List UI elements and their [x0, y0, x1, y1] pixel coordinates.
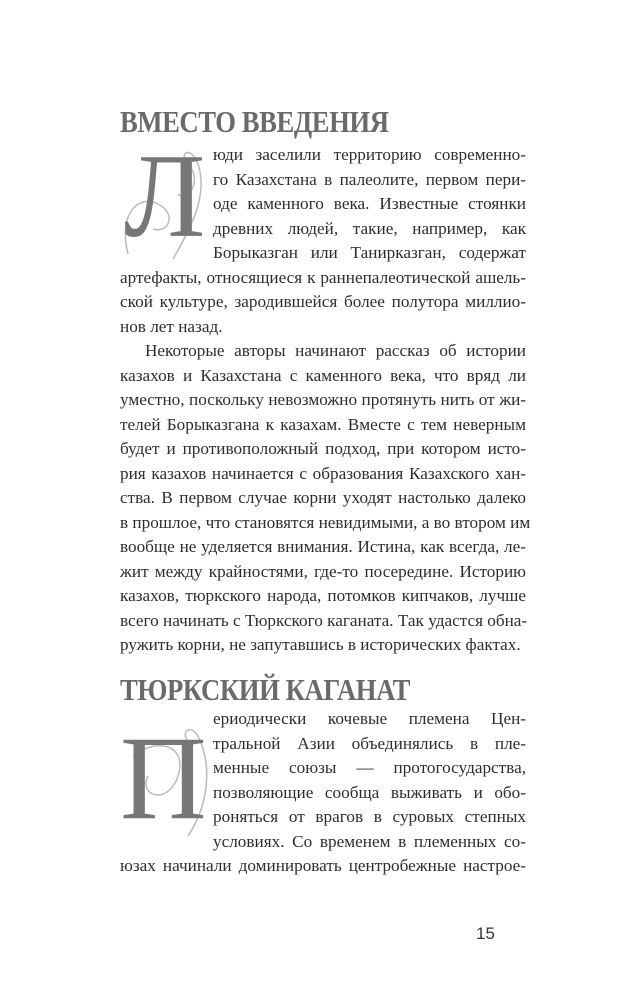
drop-cap-ornament	[118, 711, 208, 846]
text-line: Некоторые авторы начинают рассказ об истории	[145, 341, 526, 360]
drop-cap-letter: П	[120, 711, 207, 844]
text-line: менные союзы — протогосударства,	[213, 758, 526, 777]
text-line: рия казахов начинается с образования Казахского хан-	[120, 463, 526, 483]
text-line: условиях. Со временем в племенных со-	[213, 831, 526, 851]
text-line: позволяющие сообща выживать и обо-	[213, 782, 526, 802]
text-line: ериодически кочевые племена Цен-	[213, 709, 526, 728]
text-line: всего начинать с Тюркского каганата. Так удастся обна-	[120, 610, 528, 630]
section-heading: ТЮРКСКИЙ КАГАНАТ	[120, 672, 410, 707]
section-heading: ВМЕСТО ВВЕДЕНИЯ	[120, 104, 389, 139]
text-line: роняться от врагов в суровых степных	[213, 807, 526, 826]
text-line: жит между крайностями, где-то посередине. Историю	[120, 561, 526, 581]
text-line: телей Борыказгана к казахам. Вместе с тем неверным	[120, 414, 526, 434]
text-line: оде каменного века. Известные стоянки	[213, 194, 526, 213]
text-line: в прошлое, что становятся невидимыми, а во втором им	[120, 512, 531, 532]
text-line: артефакты, относящиеся к раннепалеотической ашель-	[120, 267, 526, 287]
text-line: будет и противоположный подход, при котором исто-	[120, 439, 526, 458]
text-line: юзах начинали доминировать центробежные настрое-	[120, 856, 526, 875]
text-line: вообще не уделяется внимания. Истина, как всегда, ле-	[120, 537, 526, 556]
text-line: уместно, поскольку невозможно протянуть нить от жи-	[120, 390, 526, 409]
text-line: ской культуре, зародившейся более полутора миллио-	[120, 292, 526, 311]
text-line: казахов, тюркского народа, потомков кипчаков, лучше	[120, 586, 526, 605]
page-number: 15	[476, 924, 495, 943]
drop-cap-letter: Л	[124, 129, 206, 262]
text-line: древних людей, такие, например, как	[213, 218, 526, 238]
text-line: Борыказган или Танирказган, содержат	[213, 243, 526, 262]
text-line: юди заселили территорию современно-	[213, 145, 526, 164]
drop-cap-ornament	[118, 129, 208, 264]
text-line: казахов и Казахстана с каменного века, что вряд ли	[120, 365, 526, 385]
text-line: ства. В первом случае корни уходят настолько далеко	[120, 488, 526, 507]
text-line: нов лет назад.	[120, 316, 223, 336]
text-line: тральной Азии объединялись в пле-	[213, 733, 526, 753]
text-line: го Казахстана в палеолите, первом пери-	[213, 169, 526, 189]
text-line: ружить корни, не запутавшись в исторических фактах.	[120, 635, 521, 654]
